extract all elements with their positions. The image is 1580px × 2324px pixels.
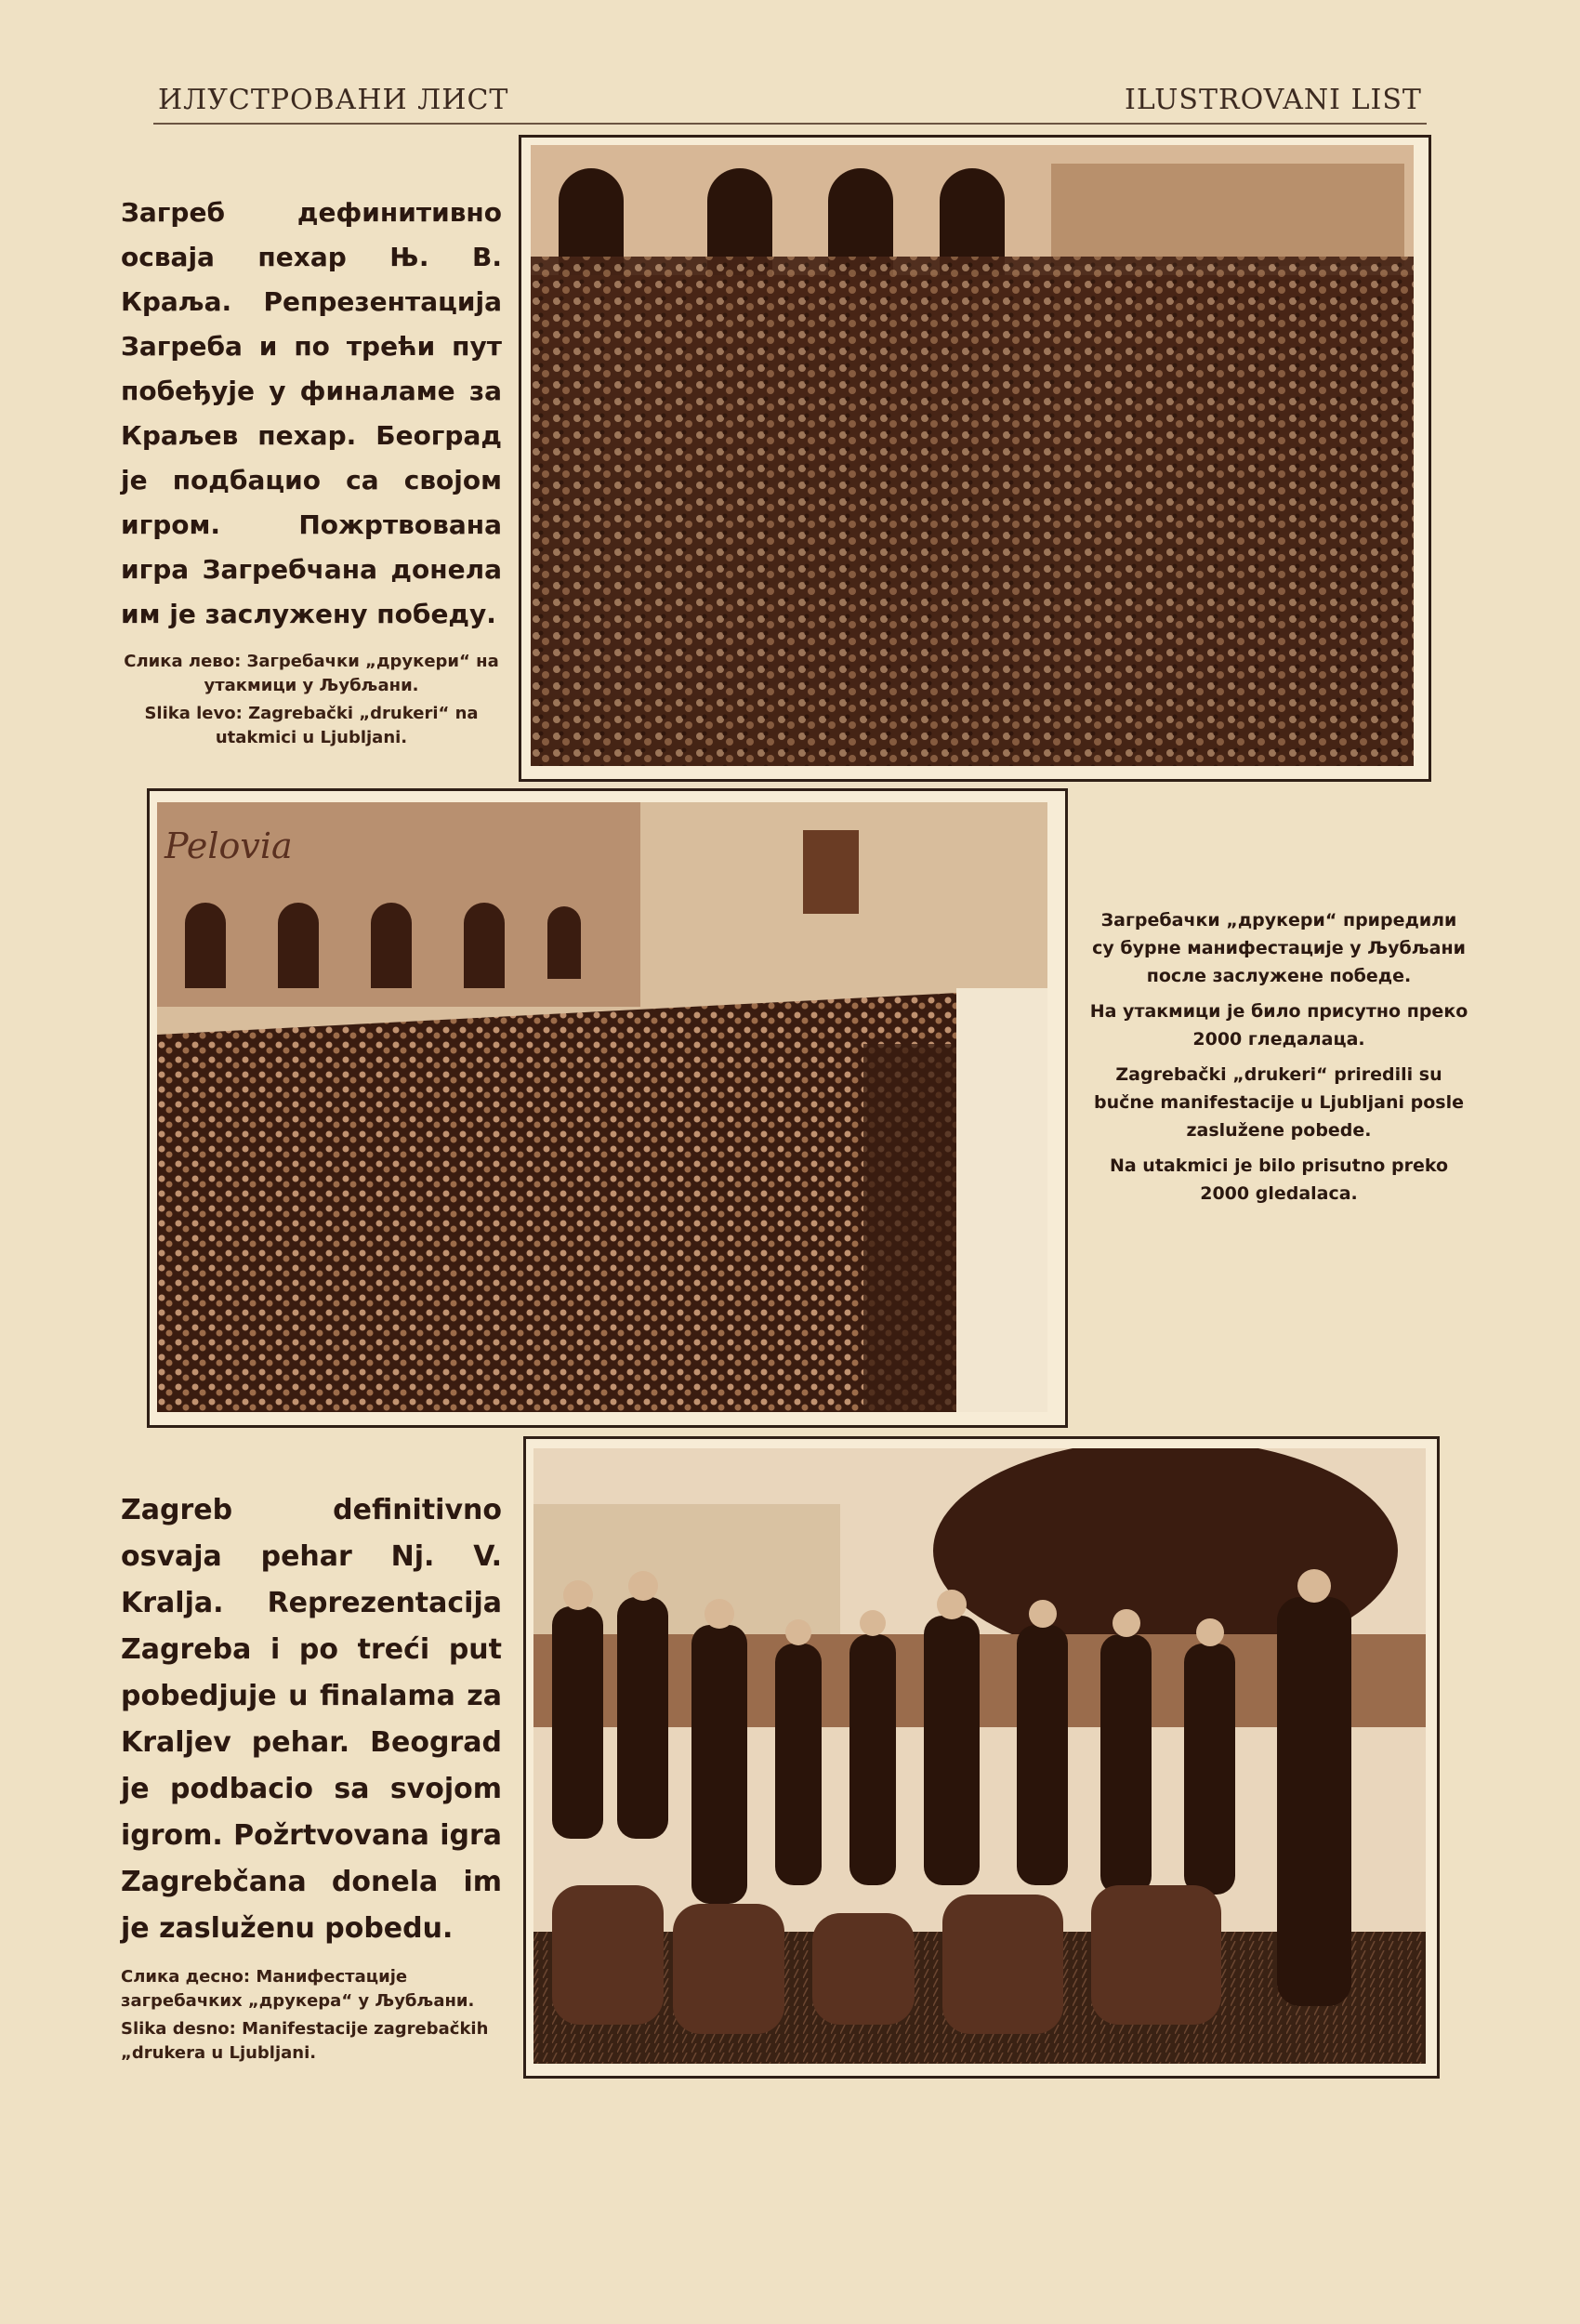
bottom-article-text: Zagreb definitivno osvaja pehar Nj. V. Kralja. Reprezentacija Zagreba i po treći put pobedjuje u finalama za Kraljev pehar. Beograd je podbacio sa svojom igrom. Požrtvovana igra Zagrebčana donela im je zasluženu pobedu.: [121, 1494, 502, 1945]
top-article-block: [121, 191, 502, 750]
masthead-latin: ILUSTROVANI LIST: [1125, 84, 1422, 116]
fans-photo-image: [533, 1448, 1426, 2064]
middle-caption-cyrillic-1: Загребачки „друкери“ приредили су бурне манифестације у Љубљани после заслужене победе.: [1092, 910, 1466, 986]
middle-captions: [1089, 906, 1468, 1215]
top-article-text: Загреб дефинитивно осваја пехар Њ. В. Краља. Репрезентација Загреба и по трећи пут побеђује у финаламе за Краљев пехар. Београд је подбацио са својом игром. Пожртвована игра Загребчана донела им је заслужену победу.: [121, 197, 502, 629]
middle-caption-latin-2: Na utakmici je bilo prisutno preko 2000 gledalaca.: [1109, 1155, 1449, 1204]
masthead-cyrillic: ИЛУСТРОВАНИ ЛИСТ: [158, 84, 509, 116]
bottom-caption-cyrillic: Слика десно: Манифестације загребачких „друкера“ у Љубљани.: [121, 1967, 475, 2011]
middle-caption-latin-1: Zagrebački „drukeri“ priredili su bučne manifestacije u Ljubljani posle zaslužene pobede.: [1094, 1064, 1464, 1141]
bottom-article-block: [121, 1487, 502, 2066]
middle-caption-cyrillic-2: На утакмици је било присутно преко 2000 гледалаца.: [1089, 1001, 1468, 1050]
top-caption-cyrillic: Слика лево: Загребачки „друкери“ на утакмици у Љубљани.: [124, 652, 499, 695]
middle-photo-frame: [147, 788, 1068, 1428]
fans-photo: [533, 1448, 1426, 2064]
top-caption-latin: Slika levo: Zagrebački „drukeri“ na utakmici u Ljubljani.: [144, 704, 479, 747]
street-crowd-photo-image: [157, 802, 1047, 1412]
crowd-photo-top: [531, 145, 1414, 766]
top-photo-frame: [519, 135, 1431, 782]
bottom-photo-frame: [523, 1436, 1440, 2079]
header-rule: [153, 123, 1427, 125]
bottom-caption-latin: Slika desno: Manifestacije zagrebačkih „drukera u Ljubljani.: [121, 2019, 489, 2063]
crowd-photo-top-image: [531, 145, 1414, 766]
shop-sign: Pelovia: [165, 825, 293, 866]
street-crowd-photo: [157, 802, 1047, 1412]
